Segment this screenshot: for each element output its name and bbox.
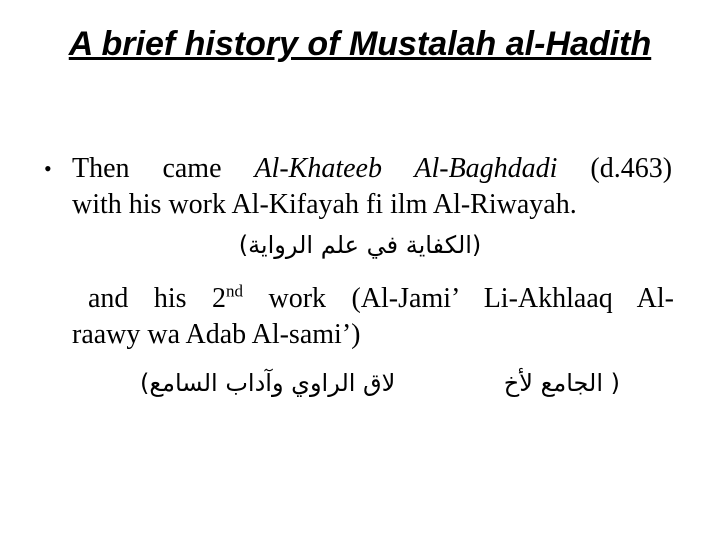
- and-his-text: and his 2: [88, 283, 227, 314]
- then-came-text: Then came: [72, 153, 222, 184]
- paragraph-line-2: with his work Al-Kifayah fi ilm Al-Riwayah.: [72, 189, 577, 220]
- jami-title-text: work (Al-Jami’ Li-Akhlaaq Al-: [243, 283, 674, 314]
- arabic-jami-right: ( الجامع لأخ: [503, 369, 620, 397]
- arabic-kifayah-text: (الكفاية في علم الرواية): [238, 231, 482, 259]
- arabic-jami-left: لاق الراوي وآداب السامع): [140, 369, 396, 397]
- slide-title: A brief history of Mustalah al-Hadith: [68, 25, 652, 63]
- paragraph-line-4: raawy wa Adab Al-sami’): [72, 319, 361, 350]
- arabic-title-kifayah: [40, 228, 680, 262]
- paragraph-line-1: [72, 152, 672, 186]
- ordinal-suffix: nd: [226, 281, 244, 301]
- paragraph-line-3: [88, 282, 674, 316]
- scholar-name: Al-Khateeb Al-Baghdadi: [254, 153, 558, 184]
- bullet-icon: •: [44, 156, 52, 181]
- arabic-title-jami: [140, 366, 620, 400]
- death-year: (d.463): [590, 153, 673, 184]
